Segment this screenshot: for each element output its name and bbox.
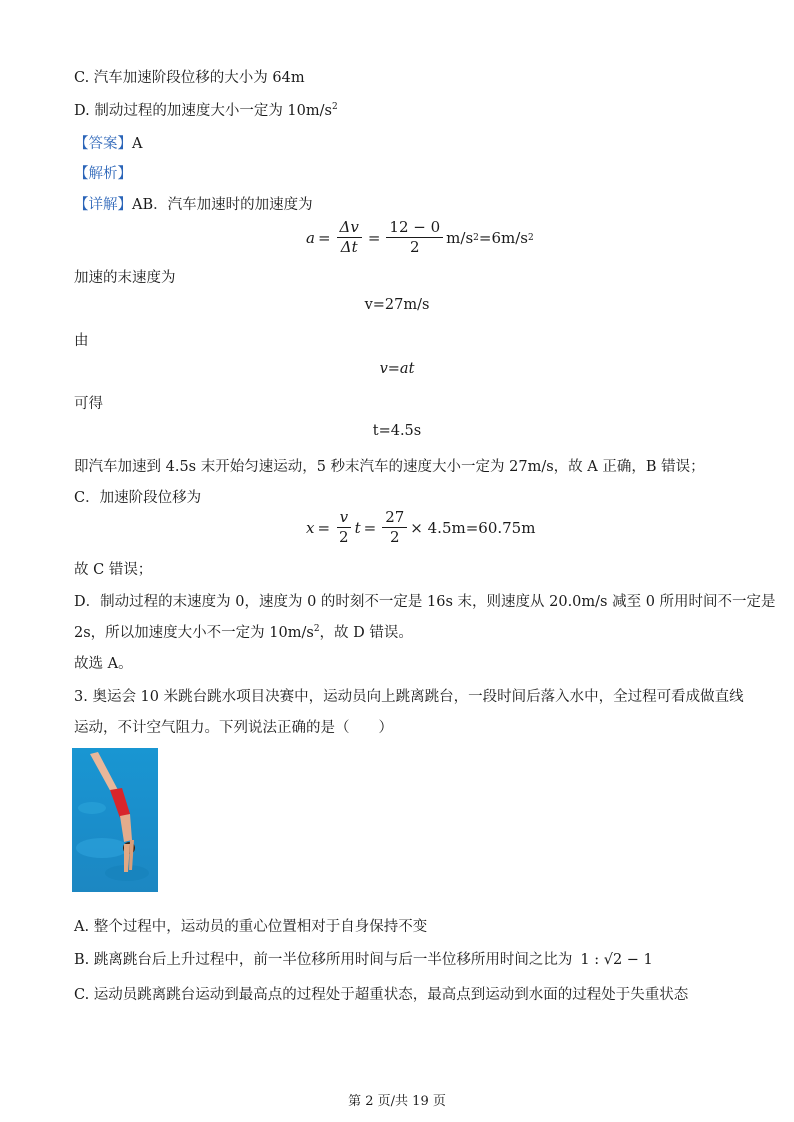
- detail-intro-line: 【详解】AB．汽车加速时的加速度为: [74, 197, 313, 213]
- choose-answer: 故选 A。: [74, 656, 133, 672]
- equation-v-at: v=at: [379, 361, 415, 377]
- question3-stem-line1: 3. 奥运会 10 米跳台跳水项目决赛中，运动员向上跳离跳台，一段时间后落入水中，全过程可看成做直线: [74, 689, 744, 705]
- text-end-speed: 加速的末速度为: [74, 270, 176, 286]
- equation-t: t=4.5s: [372, 423, 422, 439]
- equation-v: v=27m/s: [364, 297, 430, 313]
- answer-label: 【答案】: [74, 136, 132, 152]
- d-explanation-line2: 2s，所以加速度大小不一定为 $10m/s^2$，故 D 错误。: [74, 624, 413, 641]
- question3-stem-line2: 运动，不计空气阻力。下列说法正确的是（ ）: [74, 720, 393, 736]
- analysis-label: 【解析】: [74, 166, 132, 182]
- question3-option-a: A. 整个过程中，运动员的重心位置相对于自身保持不变: [74, 919, 428, 935]
- answer-value: A: [132, 136, 143, 152]
- option-b-ratio: 1 : √2 − 1: [580, 952, 653, 968]
- c-intro: C．加速阶段位移为: [74, 490, 202, 506]
- text-get: 可得: [74, 396, 103, 412]
- diver-photo: [72, 748, 158, 892]
- c-wrong: 故 C 错误；: [74, 562, 153, 578]
- option-d-prev: D. 制动过程的加速度大小一定为 $10m/s^2$: [74, 102, 338, 119]
- question3-option-c: C. 运动员跳离跳台运动到最高点的过程处于超重状态，最高点到运动到水面的过程处于失重状态: [74, 987, 689, 1003]
- text-from: 由: [74, 333, 89, 349]
- answer-line: [74, 132, 142, 153]
- equation-displacement: x = $\frac{v}{2}$ t = $\frac{27}{2}$ × 4.5m=60.75m: [306, 508, 536, 546]
- conclusion-ab: 即汽车加速到 4.5s 末开始匀速运动，5 秒末汽车的速度大小一定为 27m/s，故 A 正确，B 错误；: [74, 459, 705, 475]
- d-explanation-line1: D．制动过程的末速度为 0，速度为 0 的时刻不一定是 16s 末，则速度从 20.0m/s 减至 0 所用时间不一定是: [74, 594, 776, 610]
- page-footer: 第 2 页/共 19 页: [348, 1094, 446, 1109]
- diver-illustration: [72, 748, 158, 892]
- question3-option-b: B. 跳离跳台后上升过程中，前一半位移所用时间与后一半位移所用时间之比为 1 : √2 − 1: [74, 952, 653, 968]
- option-c-prev: C. 汽车加速阶段位移的大小为 64m: [74, 70, 305, 86]
- equation-acceleration: a = $\frac{\Delta v}{\Delta t}$ = $\frac{12 - 0}{2}$ m/s 2 =6m/s 2: [306, 218, 534, 256]
- detail-label: 【详解】: [74, 197, 132, 213]
